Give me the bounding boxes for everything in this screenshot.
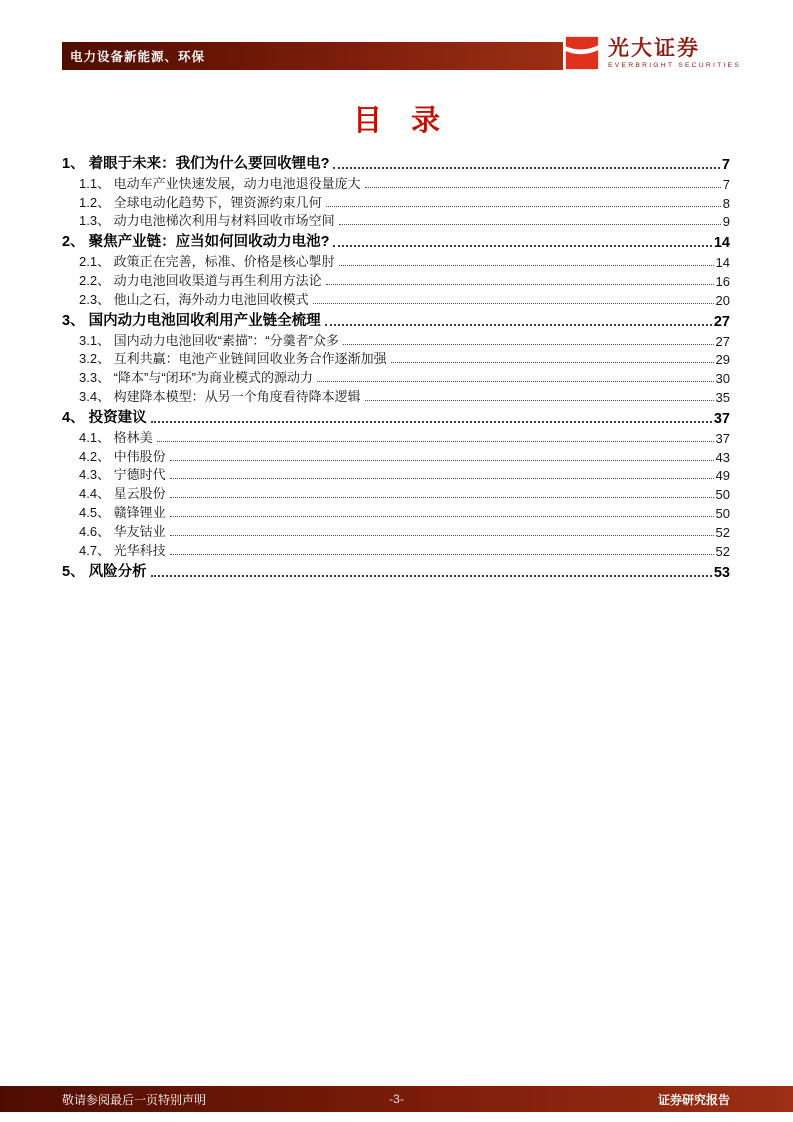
toc-entry[interactable]: [62, 270, 730, 289]
toc-entry[interactable]: [62, 483, 730, 502]
toc-page-number: 27: [713, 313, 730, 330]
toc-dot-leader: [343, 344, 714, 345]
toc-entry[interactable]: [62, 406, 730, 427]
toc-entry-label[interactable]: 1.2、 全球电动化趋势下，锂资源约束几何: [79, 194, 322, 210]
toc-dot-leader: [170, 554, 714, 555]
toc-page-number: 50: [715, 505, 730, 521]
toc-dot-leader: [339, 265, 714, 266]
toc-entry[interactable]: [62, 386, 730, 405]
toc-entry[interactable]: [62, 211, 730, 230]
toc-dot-leader: [365, 400, 714, 401]
toc-entry[interactable]: [62, 465, 730, 484]
toc-page-number: 35: [715, 389, 730, 405]
toc-entry-label[interactable]: 3.2、 互利共赢：电池产业链间回收业务合作逐渐加强: [79, 351, 387, 367]
toc-page-number: 7: [721, 157, 730, 173]
toc-entry[interactable]: [62, 560, 730, 581]
logo-company-subtitle: EVERBRIGHT SECURITIES: [608, 61, 741, 69]
toc-page-number: 37: [715, 430, 730, 446]
toc-page-number: 9: [722, 214, 730, 230]
everbright-logo-icon: [563, 34, 601, 72]
toc-entry-label[interactable]: 1.1、 电动车产业快速发展，动力电池退役量庞大: [79, 175, 361, 191]
toc-dot-leader: [151, 421, 712, 423]
toc-entry-label[interactable]: 4、 投资建议: [62, 409, 147, 426]
toc-entry-label[interactable]: 3、 国内动力电池回收利用产业链全梳理: [62, 312, 321, 329]
toc-entry-label[interactable]: 1、 着眼于未来：我们为什么要回收锂电?: [62, 156, 330, 172]
toc-entry[interactable]: [62, 367, 730, 386]
toc-dot-leader: [326, 284, 714, 285]
page-header: [62, 34, 741, 72]
toc-entry[interactable]: [62, 251, 730, 270]
toc-entry[interactable]: [62, 173, 730, 192]
toc-page-number: 30: [715, 371, 730, 387]
toc-entry-label[interactable]: 4.7、 光华科技: [79, 542, 166, 558]
toc-dot-leader: [339, 224, 721, 225]
footer-disclaimer: 敬请参阅最后一页特别声明: [62, 1092, 207, 1107]
toc-entry[interactable]: [62, 521, 730, 540]
toc-entry[interactable]: [62, 230, 730, 251]
toc-page-number: 8: [722, 195, 730, 211]
toc-entry-label[interactable]: 4.5、 赣锋锂业: [79, 504, 166, 520]
toc-entry-label[interactable]: 4.3、 宁德时代: [79, 467, 166, 483]
toc-entry-label[interactable]: 2.2、 动力电池回收渠道与再生利用方法论: [79, 272, 322, 288]
toc-entry[interactable]: [62, 349, 730, 368]
toc-dot-leader: [151, 575, 712, 577]
toc-dot-leader: [391, 362, 714, 363]
toc-dot-leader: [170, 478, 714, 479]
toc-entry-label[interactable]: 1.3、 动力电池梯次利用与材料回收市场空间: [79, 213, 335, 229]
toc-entry[interactable]: [62, 289, 730, 308]
toc-entry-label[interactable]: 4.6、 华友钴业: [79, 523, 166, 539]
toc-entry-label[interactable]: 4.1、 格林美: [79, 429, 153, 445]
toc-page-number: 14: [713, 235, 730, 252]
category-banner: [62, 42, 563, 70]
toc-entry-label[interactable]: 4.2、 中伟股份: [79, 448, 166, 464]
toc-dot-leader: [365, 187, 721, 188]
toc-page-number: 37: [713, 410, 730, 427]
toc-entry[interactable]: [62, 446, 730, 465]
toc-entry[interactable]: [62, 192, 730, 211]
toc-entry-label[interactable]: 5、 风险分析: [62, 563, 147, 580]
footer-page-number: -3-: [389, 1092, 404, 1106]
toc-dot-leader: [325, 324, 712, 326]
toc-entry[interactable]: [62, 502, 730, 521]
toc-page-number: 14: [715, 255, 730, 271]
report-category-label: 电力设备新能源、环保: [70, 50, 206, 64]
toc-entry[interactable]: [62, 540, 730, 559]
toc-entry-label[interactable]: 3.3、 “降本”与“闭环”为商业模式的源动力: [79, 370, 314, 386]
toc-entry-label[interactable]: 4.4、 星云股份: [79, 486, 166, 502]
toc-entry-label[interactable]: 3.4、 构建降本模型：从另一个角度看待降本逻辑: [79, 388, 361, 404]
toc-page-number: 49: [715, 468, 730, 484]
toc-dot-leader: [317, 381, 714, 382]
toc-entry[interactable]: [62, 309, 730, 330]
toc-page-number: 27: [715, 333, 730, 349]
footer-report-type: 证券研究报告: [657, 1092, 730, 1107]
toc-dot-leader: [170, 516, 714, 517]
toc-entry[interactable]: [62, 330, 730, 349]
toc-entry[interactable]: [62, 427, 730, 446]
toc-entry-label[interactable]: 2.3、 他山之石，海外动力电池回收模式: [79, 291, 309, 307]
toc-entry-label[interactable]: 2、 聚焦产业链：应当如何回收动力电池?: [62, 234, 330, 251]
toc-dot-leader: [170, 535, 714, 536]
toc-dot-leader: [170, 460, 714, 461]
toc-page-number: 20: [715, 292, 730, 308]
toc-page-number: 52: [715, 524, 730, 540]
toc-entry-label[interactable]: 2.1、 政策正在完善，标准、价格是核心掣肘: [79, 254, 335, 270]
toc-page-number: 16: [715, 273, 730, 289]
toc-page-number: 50: [715, 487, 730, 503]
toc-dot-leader: [157, 441, 714, 442]
toc-dot-leader: [313, 303, 714, 304]
toc-page-number: 53: [713, 564, 730, 581]
everbright-logo: [563, 34, 741, 72]
toc-page-number: 7: [722, 176, 730, 192]
toc-list: [62, 151, 730, 581]
logo-company-name: 光大证券: [608, 37, 701, 61]
toc-page-number: 29: [715, 352, 730, 368]
everbright-logo-text: [608, 37, 741, 68]
toc-entry[interactable]: [62, 152, 730, 173]
toc-page-number: 52: [715, 543, 730, 559]
toc-entry-label[interactable]: 3.1、 国内动力电池回收“素描”：“分羹者”众多: [79, 332, 340, 348]
toc-title: 目 录: [352, 105, 440, 137]
page-footer: [0, 1086, 793, 1112]
toc-dot-leader: [326, 206, 721, 207]
toc-dot-leader: [333, 245, 711, 247]
toc-dot-leader: [333, 167, 719, 169]
toc-dot-leader: [170, 497, 714, 498]
toc-page-number: 43: [715, 449, 730, 465]
